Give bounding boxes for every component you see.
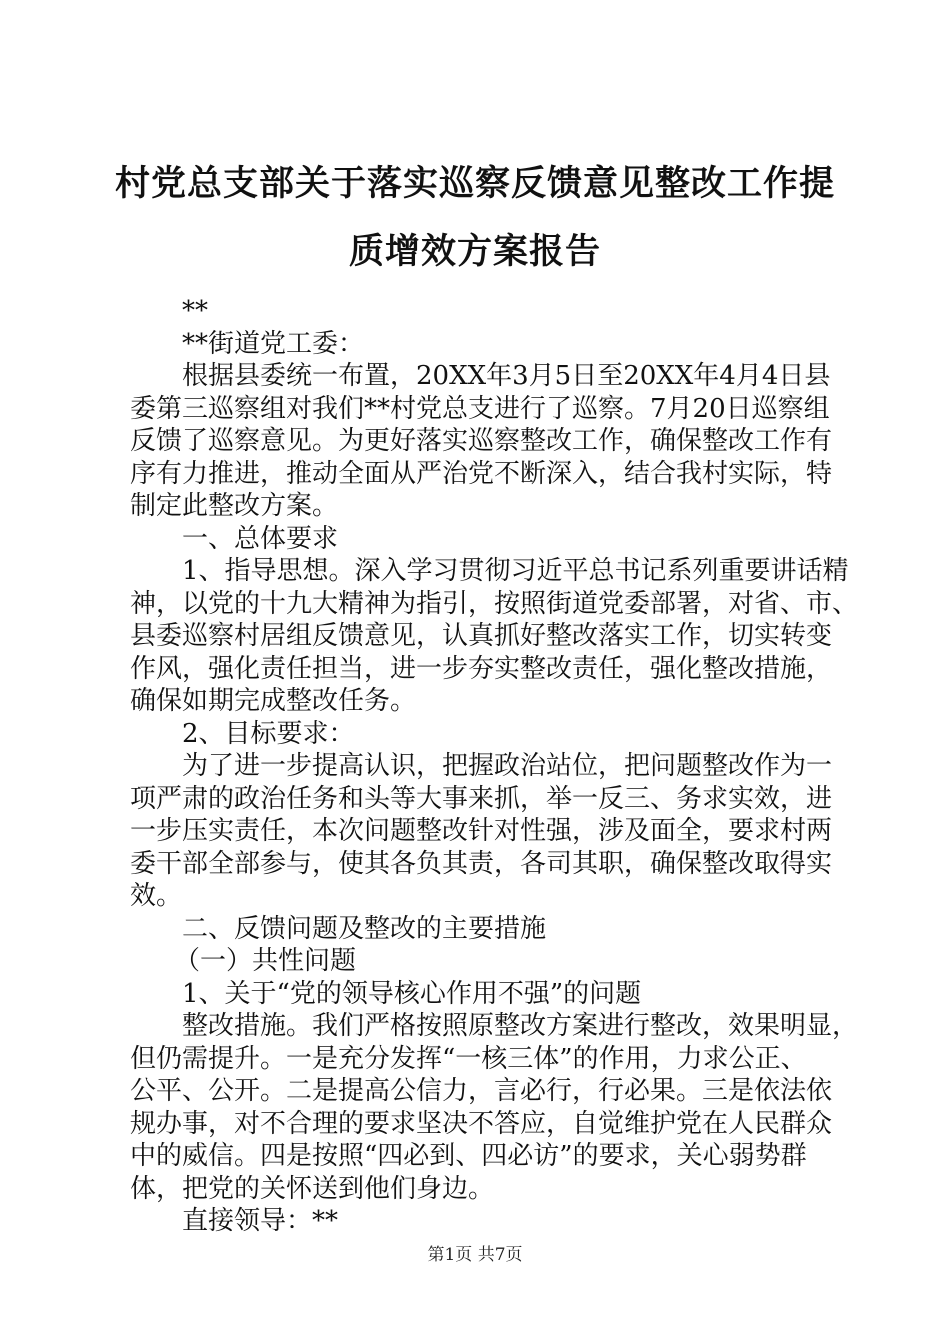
text-line: 序有力推进，推动全面从严治党不断深入，结合我村实际，特 [130, 458, 833, 489]
text-line: 反馈了巡察意见。为更好落实巡察整改工作，确保整改工作有 [130, 426, 833, 456]
page-footer: 第1页 共7页 [427, 1245, 523, 1265]
text-line: （一）共性问题 [174, 946, 357, 976]
text-line: 规办事，对不合理的要求坚决不答应，自觉维护党在人民群众 [130, 1108, 833, 1139]
text-line: 委干部全部参与，使其各负其责，各司其职，确保整改取得实 [130, 848, 833, 879]
text-line: 县委巡察村居组反馈意见，认真抓好整改落实工作，切实转变 [130, 621, 833, 651]
document-body [130, 295, 859, 1238]
document-title [110, 150, 840, 286]
text-line: 作风，强化责任担当，进一步夯实整改责任，强化整改措施， [130, 653, 833, 684]
title-line-2: 质增效方案报告 [348, 231, 601, 272]
text-line: 整改措施。我们严格按照原整改方案进行整改，效果明显， [182, 1011, 859, 1041]
text-line: 中的威信。四是按照“四必到、四必访”的要求，关心弱势群 [130, 1141, 807, 1171]
text-line: 但仍需提升。一是充分发挥“一核三体”的作用，力求公正、 [130, 1043, 807, 1074]
text-line: ** [182, 296, 208, 326]
text-line: 1、指导思想。深入学习贯彻习近平总书记系列重要讲话精 [182, 556, 849, 586]
text-line: 二、反馈问题及整改的主要措施 [182, 913, 547, 944]
text-line: 效。 [130, 881, 183, 911]
text-line: 2、目标要求： [182, 718, 355, 749]
text-line: 直接领导：** [182, 1206, 339, 1236]
text-line: 神，以党的十九大精神为指引，按照街道党委部署，对省、市、 [130, 588, 859, 619]
text-line: **街道党工委： [182, 328, 365, 359]
text-line: 项严肃的政治任务和头等大事来抓，举一反三、务求实效，进 [130, 783, 833, 814]
text-line: 公平、公开。二是提高公信力，言必行，行必果。三是依法依 [130, 1076, 833, 1106]
text-line: 制定此整改方案。 [130, 491, 339, 521]
text-line: 1、关于“党的领导核心作用不强”的问题 [182, 978, 642, 1009]
text-line: 一步压实责任，本次问题整改针对性强，涉及面全，要求村两 [130, 816, 833, 846]
text-line: 一、总体要求 [182, 523, 339, 554]
text-line: 委第三巡察组对我们**村党总支进行了巡察。7月20日巡察组 [130, 393, 830, 424]
text-line: 根据县委统一布置，20XX年3月5日至20XX年4月4日县 [182, 361, 831, 391]
text-line: 体，把党的关怀送到他们身边。 [130, 1173, 495, 1204]
text-line: 为了进一步提高认识，把握政治站位，把问题整改作为一 [182, 751, 833, 781]
title-line-1: 村党总支部关于落实巡察反馈意见整改工作提 [114, 163, 835, 204]
text-line: 确保如期完成整改任务。 [130, 686, 417, 716]
